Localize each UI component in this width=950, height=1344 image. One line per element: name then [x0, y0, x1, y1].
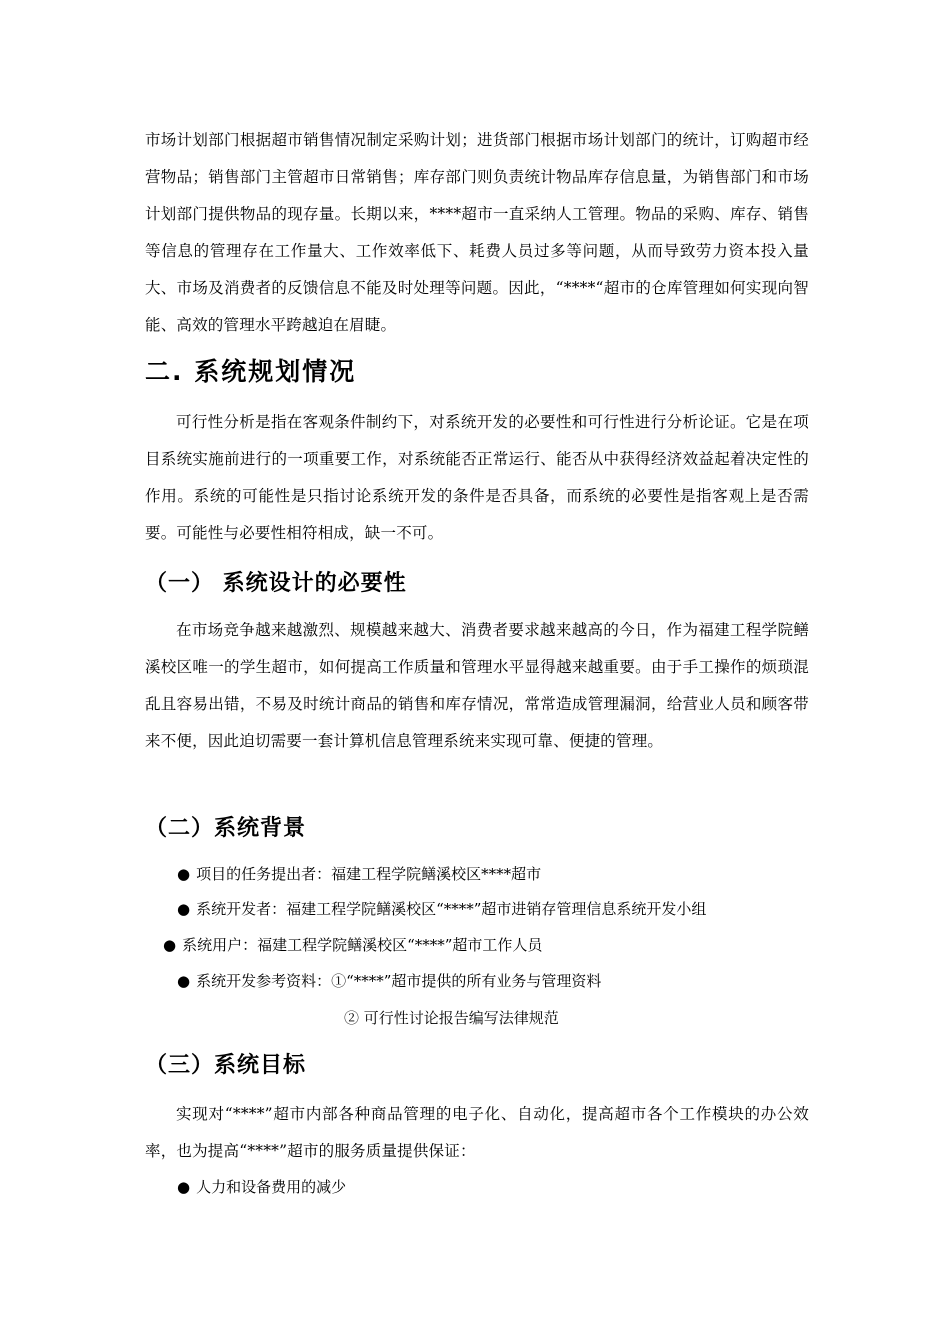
- subsection-heading-background: （二）系统背景: [145, 816, 307, 841]
- list-item: [177, 897, 706, 921]
- subsection3-paragraph: 实现对“****”超市内部各种商品管理的电子化、自动化，提高超市各个工作模块的办公效率，也为提高“****”超市的服务质量提供保证：: [145, 1105, 809, 1160]
- bullet-icon: ●: [163, 936, 177, 954]
- list-item-text: 系统开发参考资料：①“****”超市提供的所有业务与管理资料: [196, 972, 602, 990]
- list-item: [177, 1175, 346, 1199]
- list-item: [177, 969, 601, 993]
- bullet-icon: ●: [177, 972, 191, 990]
- list-item-text: 系统用户：福建工程学院鳝溪校区“****”超市工作人员: [182, 936, 543, 954]
- intro-paragraph: 市场计划部门根据超市销售情况制定采购计划；进货部门根据市场计划部门的统计，订购超市经营物品；销售部门主管超市日常销售；库存部门则负责统计物品库存信息量，为销售部门和市场计划部门提供物品的现存量。长期以来，****超市一直采纳人工管理。物品的采购、库存、销售等信息的管理存在工作量大、工作效率低下、耗费人员过多等问题，从而导致劳力资本投入量大、市场及消费者的反馈信息不能及时处理等问题。因此，“****“超市的仓库管理如何实现向智能、高效的管理水平跨越迫在眉睫。: [145, 131, 809, 334]
- bullet-icon: ●: [177, 865, 191, 883]
- list-item: [163, 933, 542, 957]
- subsection-heading-goals: （三）系统目标: [145, 1053, 307, 1078]
- subsection1-paragraph: 在市场竞争越来越激烈、规模越来越大、消费者要求越来越高的今日，作为福建工程学院鳝溪校区唯一的学生超市，如何提高工作质量和管理水平显得越来越重要。由于手工操作的烦琐混乱且容易出错，不易及时统计商品的销售和库存情况，常常造成管理漏洞，给营业人员和顾客带来不便，因此迫切需要一套计算机信息管理系统来实现可靠、便捷的管理。: [145, 621, 809, 750]
- list-item-text: 项目的任务提出者：福建工程学院鳝溪校区****超市: [196, 865, 542, 883]
- section-heading-system-planning: 二. 系统规划情况: [145, 357, 357, 386]
- list-item: [177, 862, 541, 886]
- list-item-text: 人力和设备费用的减少: [196, 1178, 347, 1196]
- bullet-icon: ●: [177, 1178, 191, 1196]
- bullet-icon: ●: [177, 900, 191, 918]
- subsection-heading-necessity: （一） 系统设计的必要性: [145, 571, 407, 596]
- section2-paragraph: 可行性分析是指在客观条件制约下，对系统开发的必要性和可行性进行分析论证。它是在项目系统实施前进行的一项重要工作，对系统能否正常运行、能否从中获得经济效益起着决定性的作用。系统的可能性是只指讨论系统开发的条件是否具备，而系统的必要性是指客观上是否需要。可能性与必要性相符相成，缺一不可。: [145, 413, 809, 542]
- list-item-continuation: ② 可行性讨论报告编写法律规范: [344, 1009, 559, 1027]
- list-item-text: 系统开发者：福建工程学院鳝溪校区“****”超市进销存管理信息系统开发小组: [196, 900, 707, 918]
